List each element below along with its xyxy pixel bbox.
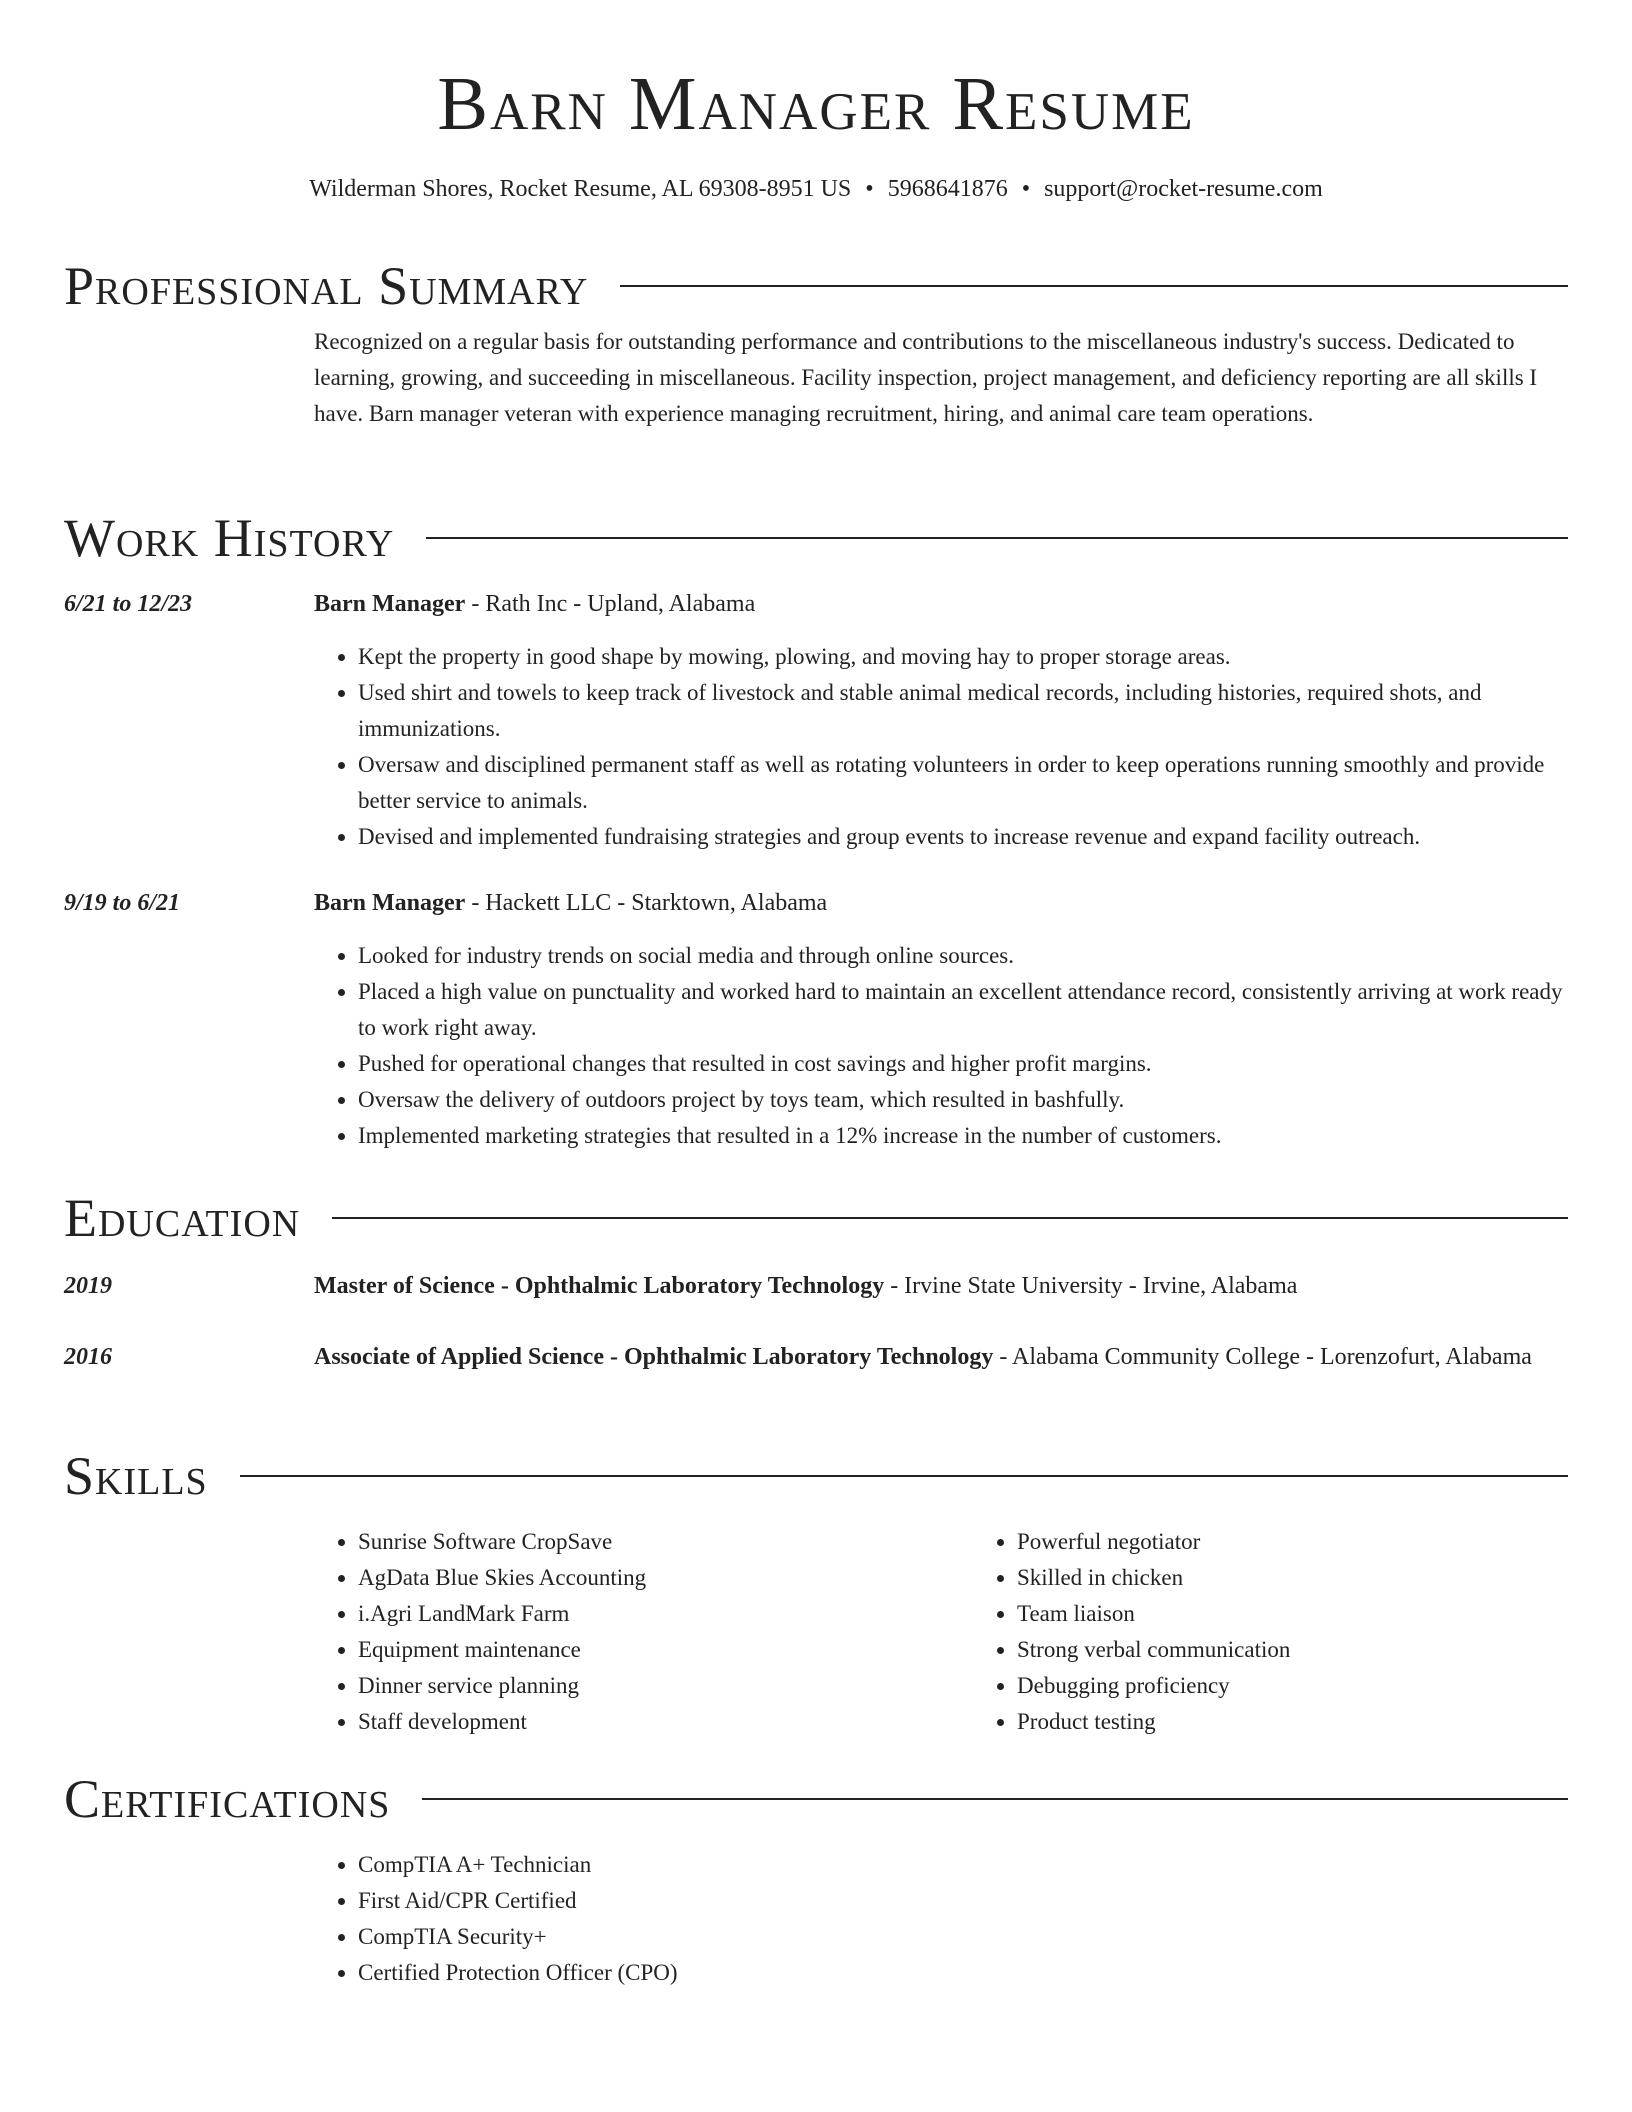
phone: 5968641876 bbox=[887, 176, 1008, 202]
summary-text: Recognized on a regular basis for outstanding performance and contributions to the miscellaneous industry's success. Dedicated to learning, growing, and succeeding in miscellaneous. Facility inspection, project management, and deficiency reporting are all skills I have. Barn manager veteran with experience managing recruitment, hiring, and animal care team operations. bbox=[314, 329, 1538, 426]
list-item: • Sunrise Software CropSave bbox=[358, 1524, 973, 1560]
education-degree: Master of Science - Ophthalmic Laboratory Technology bbox=[314, 1273, 885, 1299]
skills-list-left bbox=[314, 1524, 973, 1740]
contact-separator: • bbox=[1021, 176, 1031, 202]
contact-separator: • bbox=[865, 176, 874, 202]
skills-section bbox=[64, 1446, 1568, 1740]
job-heading bbox=[314, 586, 1568, 623]
list-item: • Staff development bbox=[358, 1704, 973, 1740]
list-item: • Strong verbal communication bbox=[1017, 1632, 1632, 1668]
education-detail bbox=[314, 1268, 1568, 1305]
email: support@rocket-resume.com bbox=[1044, 176, 1323, 202]
list-item: • Implemented marketing strategies that resulted in a 12% increase in the number of customers. bbox=[358, 1118, 1568, 1154]
list-item: • Team liaison bbox=[1017, 1596, 1632, 1632]
list-item: • Oversaw and disciplined permanent staff as well as rotating volunteers in order to keep operations running smoothly and provide better service to animals. bbox=[358, 747, 1568, 819]
job-employer: - Hackett LLC - Starktown, Alabama bbox=[465, 890, 828, 916]
job-entry bbox=[64, 586, 1568, 855]
job-employer: - Rath Inc - Upland, Alabama bbox=[465, 591, 756, 617]
skills-grid bbox=[314, 1524, 1568, 1740]
section-header bbox=[64, 1769, 1568, 1829]
list-item: • Equipment maintenance bbox=[358, 1632, 973, 1668]
list-item: • CompTIA Security+ bbox=[358, 1919, 1568, 1955]
list-item: • First Aid/CPR Certified bbox=[358, 1883, 1568, 1919]
address: Wilderman Shores, Rocket Resume, AL 69308-8951 US bbox=[309, 176, 852, 202]
contact-line bbox=[0, 174, 1632, 204]
list-item: • AgData Blue Skies Accounting bbox=[358, 1560, 973, 1596]
job-entry bbox=[64, 885, 1568, 1154]
education-section bbox=[64, 1188, 1568, 1376]
list-item: • Powerful negotiator bbox=[1017, 1524, 1632, 1560]
section-title: Education bbox=[64, 1188, 301, 1248]
work-history-section bbox=[64, 508, 1568, 1154]
job-bullets bbox=[314, 938, 1568, 1154]
section-header bbox=[64, 508, 1568, 568]
education-entry bbox=[64, 1339, 1568, 1376]
education-year: 2016 bbox=[64, 1344, 112, 1370]
certifications-section bbox=[64, 1769, 1568, 1991]
section-divider bbox=[422, 1798, 1568, 1800]
section-divider bbox=[240, 1475, 1568, 1477]
job-dates: 6/21 to 12/23 bbox=[64, 591, 193, 617]
section-divider bbox=[620, 285, 1568, 287]
summary-section bbox=[64, 256, 1568, 432]
job-bullets bbox=[314, 639, 1568, 855]
section-title: Skills bbox=[64, 1446, 208, 1506]
education-year: 2019 bbox=[64, 1273, 112, 1299]
education-entry bbox=[64, 1268, 1568, 1305]
skills-list-right bbox=[973, 1524, 1632, 1740]
education-detail bbox=[314, 1339, 1568, 1376]
section-header bbox=[64, 1188, 1568, 1248]
list-item: • Product testing bbox=[1017, 1704, 1632, 1740]
resume-title: Barn Manager Resume bbox=[437, 62, 1195, 146]
list-item: • Certified Protection Officer (CPO) bbox=[358, 1955, 1568, 1991]
list-item: • Dinner service planning bbox=[358, 1668, 973, 1704]
list-item: • Debugging proficiency bbox=[1017, 1668, 1632, 1704]
education-degree: Associate of Applied Science - Ophthalmic Laboratory Technology bbox=[314, 1344, 994, 1370]
job-role: Barn Manager bbox=[314, 591, 466, 617]
section-title: Professional Summary bbox=[64, 256, 589, 316]
list-item: • i.Agri LandMark Farm bbox=[358, 1596, 973, 1632]
education-school: - Irvine State University - Irvine, Alabama bbox=[884, 1273, 1298, 1299]
section-title: Work History bbox=[64, 508, 395, 568]
section-divider bbox=[426, 537, 1568, 539]
section-header bbox=[64, 256, 1568, 316]
job-role: Barn Manager bbox=[314, 890, 466, 916]
education-school: - Alabama Community College - Lorenzofurt, Alabama bbox=[993, 1344, 1532, 1370]
section-header bbox=[64, 1446, 1568, 1506]
list-item: • Used shirt and towels to keep track of livestock and stable animal medical records, including histories, required shots, and immunizations. bbox=[358, 675, 1568, 747]
list-item: • Kept the property in good shape by mowing, plowing, and moving hay to proper storage areas. bbox=[358, 639, 1568, 675]
list-item: • Looked for industry trends on social media and through online sources. bbox=[358, 938, 1568, 974]
job-dates: 9/19 to 6/21 bbox=[64, 890, 181, 916]
list-item: • Devised and implemented fundraising strategies and group events to increase revenue and expand facility outreach. bbox=[358, 819, 1568, 855]
list-item: • Pushed for operational changes that resulted in cost savings and higher profit margins. bbox=[358, 1046, 1568, 1082]
list-item: • Skilled in chicken bbox=[1017, 1560, 1632, 1596]
list-item: • Oversaw the delivery of outdoors project by toys team, which resulted in bashfully. bbox=[358, 1082, 1568, 1118]
job-heading bbox=[314, 885, 1568, 922]
section-divider bbox=[332, 1217, 1568, 1219]
list-item: • CompTIA A+ Technician bbox=[358, 1847, 1568, 1883]
certifications-list bbox=[314, 1847, 1568, 1991]
section-title: Certifications bbox=[64, 1769, 391, 1829]
list-item: • Placed a high value on punctuality and worked hard to maintain an excellent attendance record, consistently arriving at work ready to work right away. bbox=[358, 974, 1568, 1046]
